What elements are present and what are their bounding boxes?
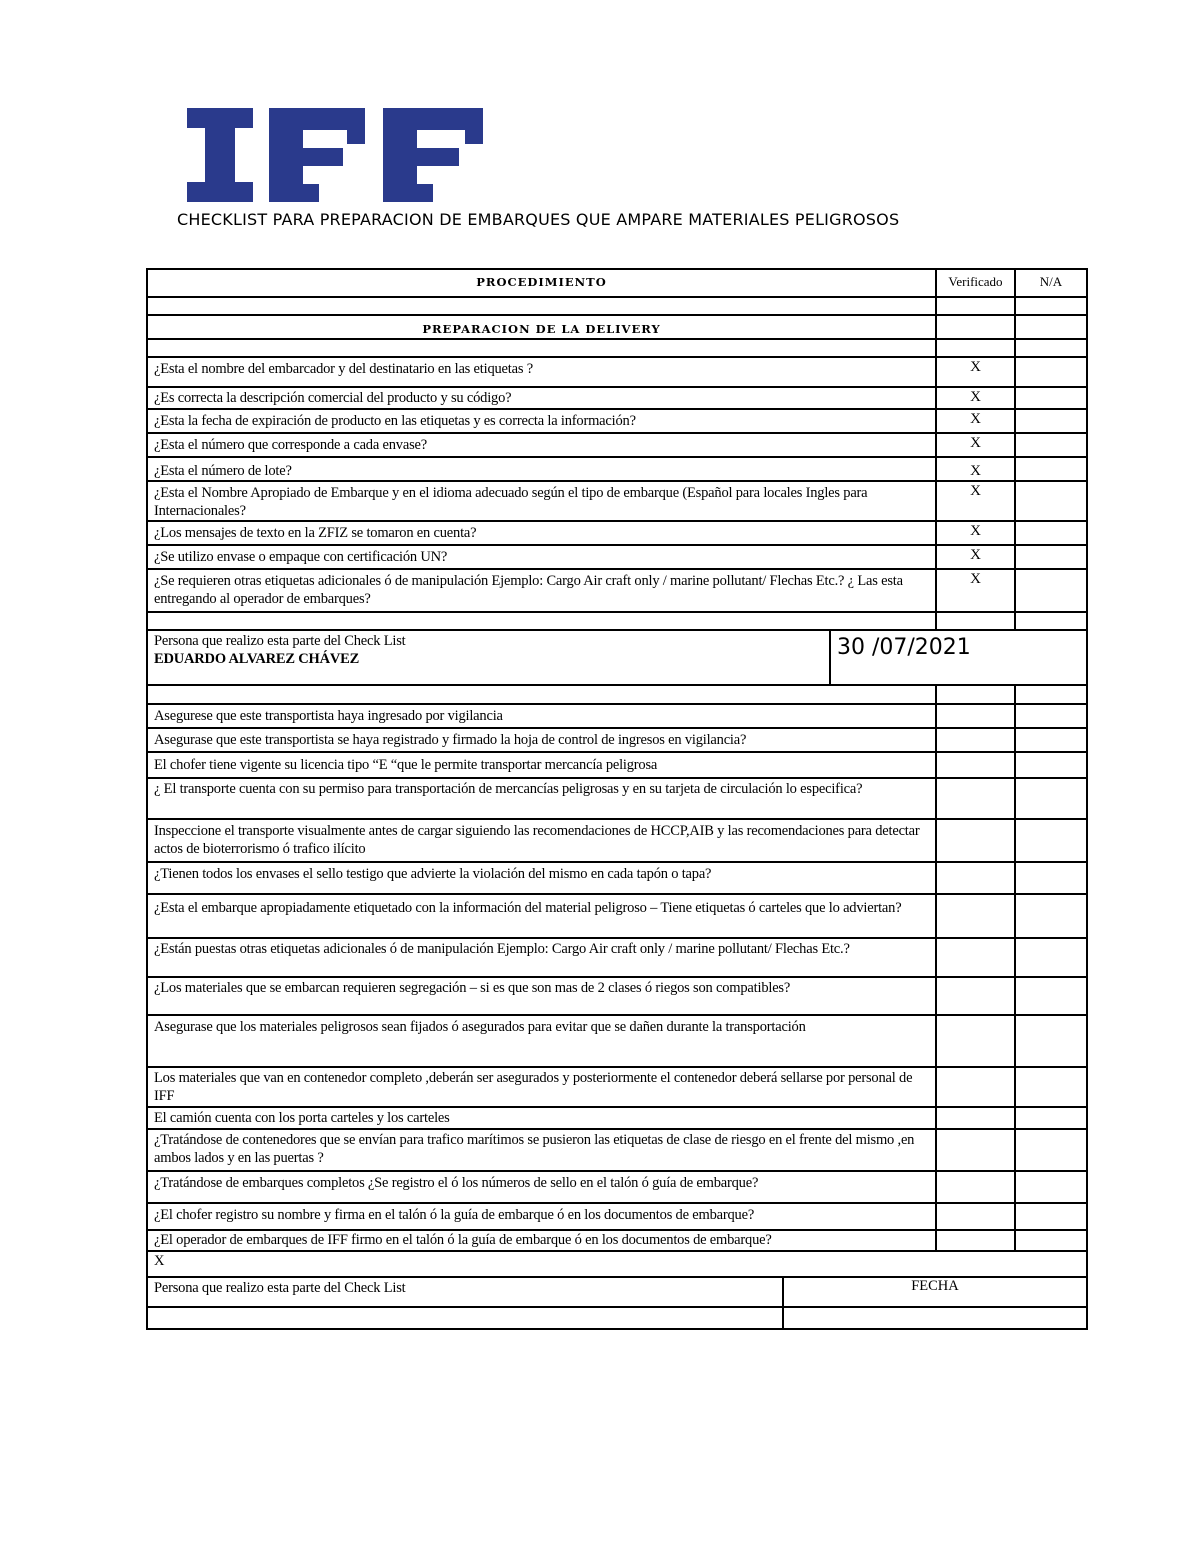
table-row bbox=[148, 1130, 1086, 1172]
table-row bbox=[148, 482, 1086, 522]
na-cell bbox=[1014, 522, 1086, 544]
table-row bbox=[148, 458, 1086, 482]
question-cell: ¿El operador de embarques de IFF firmo en el talón ó la guía de embarque ó en los documentos de embarque? bbox=[154, 1232, 772, 1248]
question-cell: Asegurese que este transportista haya ingresado por vigilancia bbox=[154, 708, 503, 724]
iff-logo bbox=[187, 108, 483, 202]
table-row bbox=[148, 613, 1086, 631]
table-row bbox=[148, 705, 1086, 729]
question-cell: ¿Tratándose de contenedores que se envían para trafico marítimos se pusieron las etiquetas de clase de riesgo en el frente del mismo ,en ambos lados y en las puertas ? bbox=[154, 1132, 915, 1166]
verified-mark: X bbox=[935, 358, 1014, 386]
table-row bbox=[148, 298, 1086, 316]
checklist-table bbox=[146, 268, 1088, 1330]
header-procedure: PROCEDIMIENTO bbox=[476, 275, 607, 289]
na-cell bbox=[1014, 358, 1086, 386]
verified-mark: X bbox=[935, 482, 1014, 520]
section-delivery-title: PREPARACION DE LA DELIVERY bbox=[422, 322, 661, 336]
verified-mark: X bbox=[935, 410, 1014, 432]
table-row bbox=[148, 820, 1086, 863]
question-cell: El chofer tiene vigente su licencia tipo “E “que le permite transportar mercancía peligrosa bbox=[154, 757, 658, 773]
table-row bbox=[148, 1204, 1086, 1231]
na-cell bbox=[1014, 388, 1086, 408]
table-row bbox=[148, 570, 1086, 613]
table-row bbox=[148, 1231, 1086, 1252]
header-verified: Verificado bbox=[935, 270, 1014, 296]
question-cell: ¿El chofer registro su nombre y firma en el talón ó la guía de embarque ó en los documentos de embarque? bbox=[154, 1207, 755, 1223]
table-row bbox=[148, 729, 1086, 753]
verified-mark: X bbox=[935, 388, 1014, 408]
question-cell: ¿Esta el nombre del embarcador y del destinatario en las etiquetas ? bbox=[154, 361, 533, 377]
verified-mark: X bbox=[935, 522, 1014, 544]
table-row bbox=[148, 939, 1086, 978]
question-cell: ¿Se utilizo envase o empaque con certificación UN? bbox=[154, 549, 448, 565]
question-cell: ¿Tienen todos los envases el sello testigo que advierte la violación del mismo en cada tapón o tapa? bbox=[154, 866, 712, 882]
signoff-cell bbox=[148, 631, 829, 684]
table-row bbox=[148, 546, 1086, 570]
section-header-row bbox=[148, 316, 1086, 340]
na-cell bbox=[1014, 434, 1086, 456]
table-row bbox=[148, 686, 1086, 705]
na-cell bbox=[1014, 410, 1086, 432]
header-na: N/A bbox=[1014, 270, 1086, 296]
document-title: CHECKLIST PARA PREPARACION DE EMBARQUES QUE AMPARE MATERIALES PELIGROSOS bbox=[177, 210, 900, 229]
table-row bbox=[148, 1016, 1086, 1068]
verified-mark: X bbox=[935, 570, 1014, 611]
table-row bbox=[148, 340, 1086, 358]
signoff-row bbox=[148, 1278, 1086, 1308]
signoff-date: 30 /07/2021 bbox=[829, 631, 1086, 684]
table-row bbox=[148, 1172, 1086, 1204]
question-cell: ¿Esta el Nombre Apropiado de Embarque y en el idioma adecuado según el tipo de embarque (Español para locales Ingles para Internacionales? bbox=[154, 485, 868, 519]
table-row bbox=[148, 863, 1086, 895]
signoff-row bbox=[148, 631, 1086, 686]
table-row bbox=[148, 410, 1086, 434]
table-row bbox=[148, 1252, 1086, 1278]
question-cell: ¿Los mensajes de texto en la ZFIZ se tomaron en cuenta? bbox=[154, 525, 477, 541]
signoff-date-label: FECHA bbox=[782, 1278, 1086, 1306]
verified-mark: X bbox=[935, 458, 1014, 480]
na-cell bbox=[1014, 458, 1086, 480]
question-cell: ¿Es correcta la descripción comercial del producto y su código? bbox=[154, 390, 512, 406]
na-cell bbox=[1014, 570, 1086, 611]
question-cell: ¿Se requieren otras etiquetas adicionales ó de manipulación Ejemplo: Cargo Air craft only / marine pollutant/ Flechas Etc.? ¿ Las esta entregando al operador de embarques? bbox=[154, 573, 903, 607]
signoff-label: Persona que realizo esta parte del Check List bbox=[154, 633, 406, 649]
table-row bbox=[148, 895, 1086, 939]
table-row bbox=[148, 753, 1086, 779]
question-cell: Los materiales que van en contenedor completo ,deberán ser asegurados y posteriormente el contenedor deberá sellarse por personal de IFF bbox=[154, 1070, 913, 1104]
question-cell: ¿Esta el embarque apropiadamente etiquetado con la información del material peligroso – Tiene etiquetas ó carteles que lo adviertan? bbox=[154, 900, 902, 916]
extra-mark: X bbox=[154, 1253, 165, 1269]
question-cell: Asegurase que los materiales peligrosos sean fijados ó asegurados para evitar que se dañen durante la transportación bbox=[154, 1019, 806, 1035]
table-header-row bbox=[148, 270, 1086, 298]
table-row bbox=[148, 1068, 1086, 1108]
table-row bbox=[148, 522, 1086, 546]
table-row bbox=[148, 779, 1086, 820]
na-cell bbox=[1014, 546, 1086, 568]
question-cell: ¿Tratándose de embarques completos ¿Se registro el ó los números de sello en el talón ó guía de embarque? bbox=[154, 1175, 759, 1191]
question-cell: ¿Esta el número que corresponde a cada envase? bbox=[154, 437, 428, 453]
question-cell: ¿Esta el número de lote? bbox=[154, 463, 292, 479]
table-row bbox=[148, 1308, 1086, 1330]
question-cell: ¿Están puestas otras etiquetas adicionales ó de manipulación Ejemplo: Cargo Air craft only / marine pollutant/ Flechas Etc.? bbox=[154, 941, 850, 957]
question-cell: Inspeccione el transporte visualmente antes de cargar siguiendo las recomendaciones de HCCP,AIB y las recomendaciones para detectar actos de bioterrorismo ó trafico ilícito bbox=[154, 823, 920, 857]
question-cell: ¿Los materiales que se embarcan requieren segregación – si es que son mas de 2 clases ó riegos son compatibles? bbox=[154, 980, 791, 996]
signoff-label: Persona que realizo esta parte del Check List bbox=[154, 1280, 406, 1296]
table-row bbox=[148, 434, 1086, 458]
question-cell: Asegurase que este transportista se haya registrado y firmado la hoja de control de ingresos en vigilancia? bbox=[154, 732, 747, 748]
na-cell bbox=[1014, 482, 1086, 520]
question-cell: ¿Esta la fecha de expiración de producto en las etiquetas y es correcta la información? bbox=[154, 413, 636, 429]
verified-mark: X bbox=[935, 434, 1014, 456]
table-row bbox=[148, 978, 1086, 1016]
question-cell: ¿ El transporte cuenta con su permiso para transportación de mercancías peligrosas y en su tarjeta de circulación lo especifica? bbox=[154, 781, 863, 797]
table-row bbox=[148, 1108, 1086, 1130]
table-row bbox=[148, 358, 1086, 388]
table-row bbox=[148, 388, 1086, 410]
verified-mark: X bbox=[935, 546, 1014, 568]
question-cell: El camión cuenta con los porta carteles y los carteles bbox=[154, 1110, 450, 1126]
signoff-name: EDUARDO ALVAREZ CHÁVEZ bbox=[154, 651, 360, 667]
